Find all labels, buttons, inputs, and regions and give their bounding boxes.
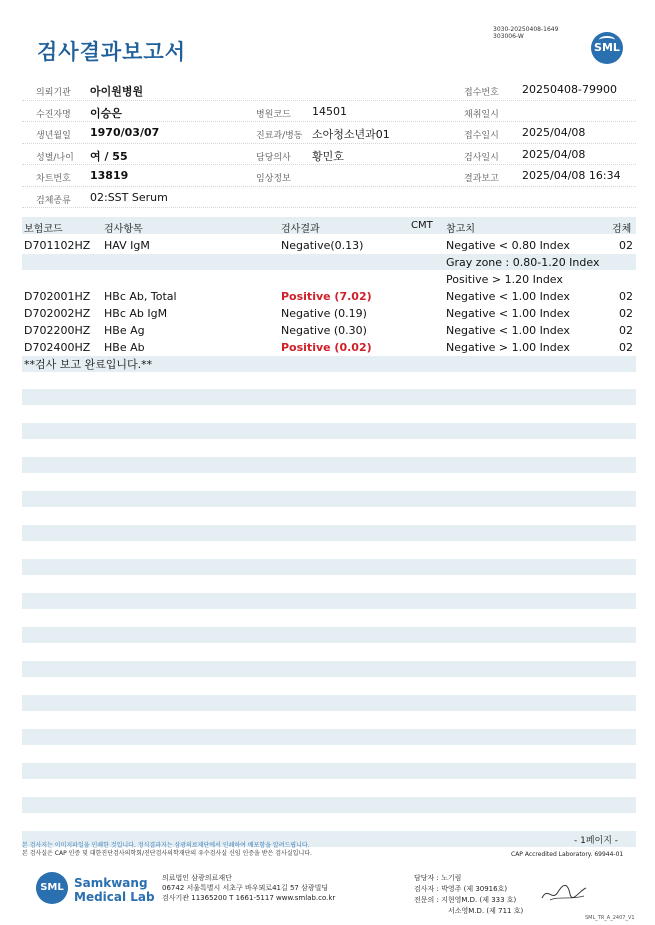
result-item: HBc Ab IgM <box>104 307 168 320</box>
info-row <box>22 101 636 123</box>
result-ref: Negative < 1.00 Index <box>446 307 570 320</box>
result-ref: Negative > 1.00 Index <box>446 341 570 354</box>
completion-note: **검사 보고 완료입니다.** <box>24 358 153 371</box>
footer-notice: 본 검사지는 이미지파일을 인쇄한 것입니다. 정식결과지는 삼광의료재단에서 인쇄하여 배포함을 알려드립니다. 본 검사실은 CAP 인증 및 대한진단검사의학회/진단검사의학재단의 우수검사실 신임 인증을 받은 검사실입니다. <box>22 842 312 857</box>
header-result: 검사결과 <box>281 224 320 235</box>
info-label: 차트번호 <box>36 174 71 184</box>
result-specimen: 02 <box>619 290 633 303</box>
info-label: 검사일시 <box>464 152 499 163</box>
info-label: 성별/나이 <box>36 152 74 163</box>
result-specimen: 02 <box>619 324 633 337</box>
row-band <box>22 559 636 575</box>
row-band <box>22 423 636 439</box>
brand-name: Samkwang Medical Lab <box>74 876 155 904</box>
info-value: 이승은 <box>90 106 122 120</box>
info-label: 접수번호 <box>464 88 499 98</box>
header-specimen: 검체 <box>612 224 632 235</box>
lab-address: 의료법인 삼광의료재단 06742 서울특별시 서초구 바우뫼로41길 57 삼광빌딩 검사기관 11365200 T 1661-5117 www.smlab.co.kr <box>162 874 336 902</box>
result-ref: Negative < 1.00 Index <box>446 290 570 303</box>
result-ref: Gray zone : 0.80-1.20 Index <box>446 256 600 269</box>
result-ref: Positive > 1.20 Index <box>446 273 563 286</box>
row-band <box>22 627 636 643</box>
info-row <box>22 122 636 144</box>
info-value: 2025/04/08 <box>522 147 586 161</box>
info-label: 수진자명 <box>36 109 71 120</box>
info-value: 황민호 <box>312 149 344 163</box>
row-band <box>22 695 636 711</box>
result-result: Positive (7.02) <box>281 290 372 303</box>
signature-icon <box>540 880 588 906</box>
info-label: 병원코드 <box>256 109 291 120</box>
info-label: 담당의사 <box>256 152 291 163</box>
result-item: HBe Ag <box>104 324 145 337</box>
result-code: D702400HZ <box>24 341 91 354</box>
info-label: 채취일시 <box>464 109 499 120</box>
row-band <box>22 729 636 745</box>
result-result: Positive (0.02) <box>281 341 372 354</box>
header-item: 검사항목 <box>104 224 143 235</box>
info-label: 검체종류 <box>36 195 71 206</box>
info-label: 생년월일 <box>36 131 71 141</box>
info-value: 1970/03/07 <box>90 126 160 139</box>
row-band <box>22 491 636 507</box>
info-value: 14501 <box>312 104 347 118</box>
info-label: 임상정보 <box>256 174 291 184</box>
row-band <box>22 593 636 609</box>
info-value: 2025/04/08 <box>522 126 586 139</box>
result-specimen: 02 <box>619 341 633 354</box>
sml-logo-footer: SML <box>36 872 68 904</box>
info-row <box>22 144 636 166</box>
row-band <box>22 661 636 677</box>
info-value: 02:SST Serum <box>90 190 168 204</box>
document-number: 3030-20250408-1649 303006-W <box>493 26 559 40</box>
header-reference: 참고치 <box>446 224 475 235</box>
result-item: HBc Ab, Total <box>104 290 177 303</box>
result-item: HBe Ab <box>104 341 145 354</box>
row-band <box>22 457 636 473</box>
info-row <box>22 187 636 209</box>
info-value: 13819 <box>90 169 129 182</box>
result-result: Negative (0.19) <box>281 307 367 320</box>
info-value: 여 / 55 <box>90 149 128 163</box>
result-item: HAV IgM <box>104 239 150 252</box>
staff-list: 담당자 : 노기림 검사자 : 박영주 (제 30916호) 전문의 : 지현영M.D. (제 333 호) 서소영M.D. (제 711 호) <box>414 874 524 915</box>
info-label: 의뢰기관 <box>36 88 71 98</box>
row-band <box>22 797 636 813</box>
header-cmt: CMT <box>411 220 433 231</box>
info-row <box>22 165 636 187</box>
result-ref: Negative < 1.00 Index <box>446 324 570 337</box>
results-header <box>22 217 636 234</box>
form-code: SML_TR_A_2407_V1 <box>585 915 635 921</box>
patient-info-panel <box>22 79 636 208</box>
result-code: D702002HZ <box>24 307 91 320</box>
info-value: 20250408-79900 <box>522 83 617 96</box>
info-value: 2025/04/08 16:34 <box>522 169 621 182</box>
result-ref: Negative < 0.80 Index <box>446 239 570 252</box>
info-label: 진료과/병동 <box>256 131 303 141</box>
result-code: D702200HZ <box>24 324 91 337</box>
info-value: 소아청소년과01 <box>312 128 390 141</box>
info-label: 결과보고 <box>464 174 499 184</box>
cap-accreditation: CAP Accredited Laboratory. 69944-01 <box>511 851 624 858</box>
row-band <box>22 389 636 405</box>
info-label: 접수일시 <box>464 131 499 141</box>
result-result: Negative (0.30) <box>281 324 367 337</box>
info-row <box>22 79 636 101</box>
report-title: 검사결과보고서 <box>37 40 187 64</box>
result-result: Negative(0.13) <box>281 239 364 252</box>
info-value: 아이원병원 <box>90 85 144 98</box>
result-specimen: 02 <box>619 307 633 320</box>
result-code: D701102HZ <box>24 239 91 252</box>
row-band <box>22 525 636 541</box>
header-code: 보험코드 <box>24 224 63 235</box>
row-band <box>22 763 636 779</box>
result-specimen: 02 <box>619 239 633 252</box>
page-number: - 1페이지 - <box>574 836 619 846</box>
sml-logo: SML <box>591 32 623 64</box>
result-code: D702001HZ <box>24 290 91 303</box>
